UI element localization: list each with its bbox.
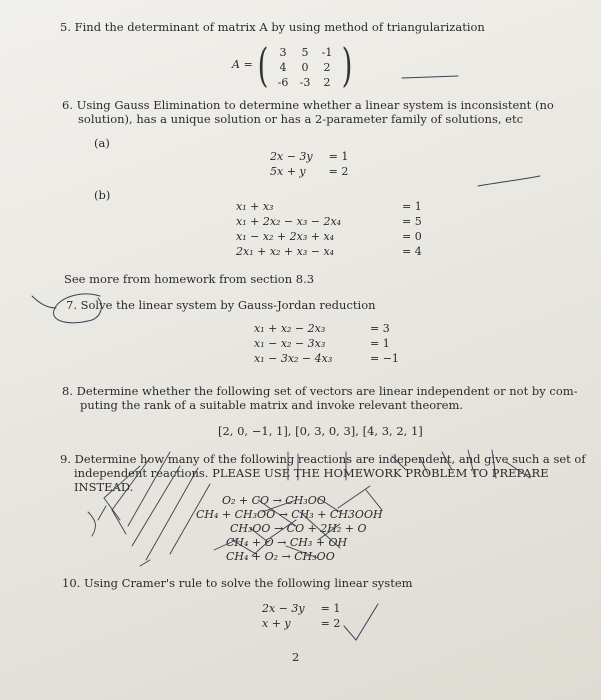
- pen-curve-q7: [32, 296, 56, 308]
- equation-lhs: x₁ + x₂ − 2x₃: [254, 322, 326, 335]
- pen-underline-q5: [402, 76, 458, 78]
- matrix-cell: -6: [277, 76, 289, 89]
- pen-scribble-q9: [88, 450, 530, 566]
- q6-text-line1: 6. Using Gauss Elimination to determine whether a linear system is inconsistent (no: [62, 98, 554, 112]
- homework-note: See more from homework from section 8.3: [64, 272, 315, 286]
- q8-text-line1: 8. Determine whether the following set of vectors are linear independent or not by com-: [62, 384, 578, 398]
- reaction-4: CH₄ + O → CH₃ + OH: [226, 536, 348, 549]
- page-number: 2: [292, 650, 300, 664]
- matrix-cell: 0: [301, 61, 309, 74]
- matrix-cell: 2: [323, 76, 331, 89]
- q8-text-line2: puting the rank of a suitable matrix and invoke relevant theorem.: [80, 398, 464, 412]
- equation-lhs: x₁ + x₃: [236, 200, 274, 213]
- matrix-cell: 4: [279, 61, 287, 74]
- equation-rhs: = 0: [402, 230, 422, 243]
- equation-rhs: = 4: [402, 245, 422, 258]
- equation-rhs: = 3: [370, 322, 390, 335]
- matrix-cell: 3: [279, 46, 287, 59]
- equation-lhs: 5x + y: [270, 165, 306, 178]
- equation-rhs: = 2: [328, 165, 349, 178]
- reaction-5: CH₄ + O₂ → CH₃OO: [226, 550, 335, 563]
- matrix-cell: -3: [299, 76, 311, 89]
- equation-lhs: 2x − 3y: [270, 150, 313, 163]
- matrix-a-label: A =: [232, 58, 253, 71]
- equation-rhs: = 1: [328, 150, 349, 163]
- equation-rhs: = 1: [402, 200, 422, 213]
- equation-rhs: = 1: [370, 337, 390, 350]
- reaction-3: CH₃OO → CO + 2H₂ + O: [230, 522, 367, 535]
- q10-text: 10. Using Cramer's rule to solve the following linear system: [62, 576, 413, 590]
- equation-lhs: x₁ − x₂ − 3x₃: [254, 337, 326, 350]
- equation-lhs: x₁ − x₂ + 2x₃ + x₄: [236, 230, 335, 243]
- equation-lhs: x₁ − 3x₂ − 4x₃: [254, 352, 333, 365]
- equation-lhs: x + y: [262, 617, 291, 630]
- pen-checkmark: [344, 604, 378, 640]
- q6a-label: (a): [94, 136, 110, 150]
- q6-text-line2: solution), has a unique solution or has a 2-parameter family of solutions, etc: [78, 112, 524, 126]
- matrix-cell: 2: [323, 61, 331, 74]
- matrix-cell: -1: [321, 46, 333, 59]
- matrix-cell: 5: [301, 46, 309, 59]
- pen-circle-q7: [53, 294, 101, 323]
- equation-rhs: = 5: [402, 215, 422, 228]
- q9-text-line1: 9. Determine how many of the following reactions are independent, and give such a set of: [60, 452, 586, 466]
- equation-rhs: = −1: [370, 352, 399, 365]
- q7-text: 7. Solve the linear system by Gauss-Jordan reduction: [66, 298, 376, 312]
- q9-text-line2: independent reactions. PLEASE USE THE HOMEWORK PROBLEM TO PREPARE: [74, 466, 549, 480]
- q8-vectors: [2, 0, −1, 1], [0, 3, 0, 3], [4, 3, 2, 1]: [218, 424, 423, 438]
- equation-rhs: = 1: [320, 602, 341, 615]
- reaction-2: CH₄ + CH₃OO → CH₃ + CH3OOH: [196, 508, 383, 521]
- q6b-label: (b): [94, 188, 111, 202]
- right-paren: ): [341, 38, 353, 92]
- left-paren: (: [257, 38, 269, 92]
- equation-lhs: x₁ + 2x₂ − x₃ − 2x₄: [236, 215, 342, 228]
- equation-lhs: 2x₁ + x₂ + x₃ − x₄: [236, 245, 335, 258]
- equation-rhs: = 2: [320, 617, 341, 630]
- q5-text: 5. Find the determinant of matrix A by using method of triangularization: [60, 20, 485, 34]
- q9-text-line3: INSTEAD.: [74, 480, 134, 494]
- reaction-1: O₂ + CO → CH₃OO: [222, 494, 326, 507]
- pen-underline-q6a: [478, 176, 540, 186]
- equation-lhs: 2x − 3y: [262, 602, 305, 615]
